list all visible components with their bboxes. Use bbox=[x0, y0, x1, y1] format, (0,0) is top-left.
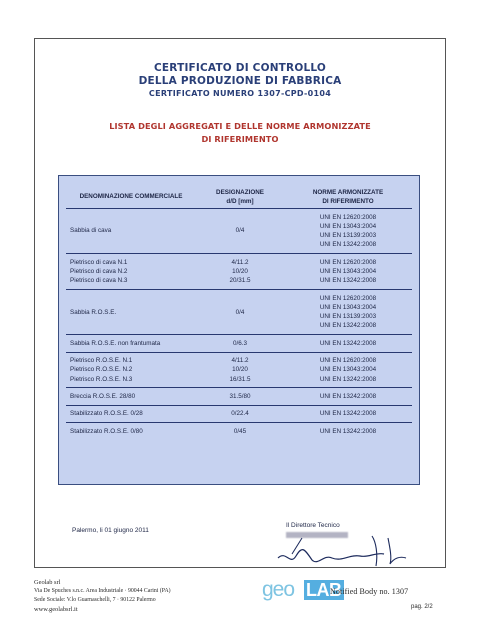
cell-norms bbox=[284, 290, 412, 335]
norms-text: UNI EN 13139:2003 bbox=[319, 232, 377, 240]
signature bbox=[272, 528, 422, 572]
table-header-row bbox=[66, 186, 412, 209]
notified-body: Notified Body no. 1307 bbox=[330, 587, 409, 596]
cell-commercial-name bbox=[66, 290, 196, 335]
commercial-name-text: Pietrisco di cava N.1 bbox=[70, 258, 128, 266]
header-designation: DESIGNAZIONE d/D [mm] bbox=[196, 186, 284, 209]
cell-designation bbox=[196, 290, 284, 335]
table-row bbox=[66, 290, 412, 335]
commercial-name-text: Sabbia R.O.S.E. non frantumata bbox=[70, 339, 161, 347]
commercial-name-text: Sabbia di cava bbox=[70, 227, 112, 235]
cell-norms bbox=[284, 335, 412, 352]
cell-norms bbox=[284, 388, 412, 405]
commercial-name-text: Pietrisco R.O.S.E. N.2 bbox=[70, 366, 133, 374]
cell-norms bbox=[284, 405, 412, 422]
cell-norms bbox=[284, 352, 412, 388]
commercial-name-text: Pietrisco R.O.S.E. N.1 bbox=[70, 357, 133, 365]
norms-text: UNI EN 12620:2008 bbox=[319, 213, 377, 221]
place-date: Palermo, li 01 giugno 2011 bbox=[72, 527, 149, 534]
header-norms: NORME ARMONIZZATE DI RIFERIMENTO bbox=[284, 186, 412, 209]
norms-text: UNI EN 12620:2008 bbox=[319, 357, 377, 365]
norms-text: UNI EN 12620:2008 bbox=[319, 294, 377, 302]
designation-text: 31.5/80 bbox=[229, 392, 251, 400]
cell-norms bbox=[284, 423, 412, 440]
norms-text: UNI EN 13242:2008 bbox=[319, 241, 377, 249]
designation-text: 0/22.4 bbox=[231, 410, 249, 418]
cell-designation bbox=[196, 388, 284, 405]
cell-designation bbox=[196, 254, 284, 290]
logo-geo-text: geo bbox=[262, 578, 295, 601]
table-row bbox=[66, 352, 412, 388]
cell-commercial-name bbox=[66, 254, 196, 290]
designation-text: 0/4 bbox=[235, 308, 245, 316]
designation-text: 20/31.5 bbox=[229, 277, 251, 285]
cell-norms bbox=[284, 209, 412, 254]
aggregates-table bbox=[66, 186, 412, 439]
commercial-name-text: Stabilizzato R.O.S.E. 0/28 bbox=[70, 410, 143, 418]
table-row bbox=[66, 254, 412, 290]
table-row bbox=[66, 335, 412, 352]
designation-text: 10/20 bbox=[232, 267, 248, 275]
designation-text: 0/6.3 bbox=[232, 339, 247, 347]
designation-text: 0/45 bbox=[233, 427, 247, 435]
page-number: pag. 2/2 bbox=[411, 604, 433, 610]
norms-text: UNI EN 13242:2008 bbox=[319, 339, 377, 347]
cell-norms bbox=[284, 254, 412, 290]
norms-text: UNI EN 13139:2003 bbox=[319, 313, 377, 321]
list-title-line2: DI RIFERIMENTO bbox=[201, 134, 279, 144]
company-website: www.geolabsrl.it bbox=[34, 606, 78, 613]
norms-text: UNI EN 13242:2008 bbox=[319, 375, 377, 383]
commercial-name-text: Pietrisco R.O.S.E. N.3 bbox=[70, 375, 133, 383]
cell-commercial-name bbox=[66, 388, 196, 405]
cell-designation bbox=[196, 423, 284, 440]
cell-designation bbox=[196, 405, 284, 422]
cell-commercial-name bbox=[66, 423, 196, 440]
company-footer bbox=[34, 578, 171, 614]
cell-designation bbox=[196, 209, 284, 254]
cell-commercial-name bbox=[66, 405, 196, 422]
designation-text: 4/11.2 bbox=[231, 357, 249, 365]
aggregates-table-panel bbox=[58, 175, 420, 485]
director-title: Il Direttore Tecnico bbox=[286, 522, 340, 529]
table-body bbox=[66, 209, 412, 440]
norms-text: UNI EN 13242:2008 bbox=[319, 410, 377, 418]
certificate-number: CERTIFICATO NUMERO 1307-CPD-0104 bbox=[148, 89, 332, 98]
certificate-title: CERTIFICATO DI CONTROLLO bbox=[153, 62, 326, 74]
norms-text: UNI EN 13043:2004 bbox=[319, 267, 377, 275]
commercial-name-text: Sabbia R.O.S.E. bbox=[70, 308, 117, 316]
norms-text: UNI EN 13242:2008 bbox=[319, 392, 377, 400]
norms-text: UNI EN 13242:2008 bbox=[319, 277, 377, 285]
certificate-header bbox=[34, 62, 446, 99]
designation-text: 10/20 bbox=[232, 366, 248, 374]
table-row bbox=[66, 423, 412, 440]
list-title bbox=[34, 120, 446, 146]
commercial-name-text: Pietrisco di cava N.3 bbox=[70, 277, 128, 285]
cell-designation bbox=[196, 335, 284, 352]
designation-text: 4/11.2 bbox=[231, 258, 249, 266]
norms-text: UNI EN 13043:2004 bbox=[319, 366, 377, 374]
designation-text: 16/31.5 bbox=[229, 375, 251, 383]
norms-text: UNI EN 13043:2004 bbox=[319, 222, 377, 230]
list-title-line1: LISTA DEGLI AGGREGATI E DELLE NORME ARMONIZZATE bbox=[109, 121, 371, 131]
company-name: Geolab srl bbox=[34, 579, 61, 586]
designation-text: 0/4 bbox=[235, 227, 245, 235]
commercial-name-text: Stabilizzato R.O.S.E. 0/80 bbox=[70, 427, 143, 435]
certificate-subtitle: DELLA PRODUZIONE DI FABBRICA bbox=[138, 75, 342, 87]
company-address: Via De Spuches s.n.c. Area Industriale · 90044 Carini (PA) bbox=[34, 588, 171, 594]
norms-text: UNI EN 13242:2008 bbox=[319, 322, 377, 330]
cell-commercial-name bbox=[66, 335, 196, 352]
company-registered-office: Sede Sociale: V.lo Guarnaschelli, 7 · 90122 Palermo bbox=[34, 597, 156, 603]
table-row bbox=[66, 209, 412, 254]
commercial-name-text: Pietrisco di cava N.2 bbox=[70, 267, 128, 275]
logo-lab-text: LAB bbox=[306, 580, 342, 600]
commercial-name-text: Breccia R.O.S.E. 28/80 bbox=[70, 392, 136, 400]
cell-designation bbox=[196, 352, 284, 388]
header-commercial-name: DENOMINAZIONE COMMERCIALE bbox=[66, 186, 196, 209]
norms-text: UNI EN 12620:2008 bbox=[319, 258, 377, 266]
norms-text: UNI EN 13043:2004 bbox=[319, 303, 377, 311]
cell-commercial-name bbox=[66, 352, 196, 388]
table-row bbox=[66, 405, 412, 422]
table-row bbox=[66, 388, 412, 405]
cell-commercial-name bbox=[66, 209, 196, 254]
norms-text: UNI EN 13242:2008 bbox=[319, 427, 377, 435]
